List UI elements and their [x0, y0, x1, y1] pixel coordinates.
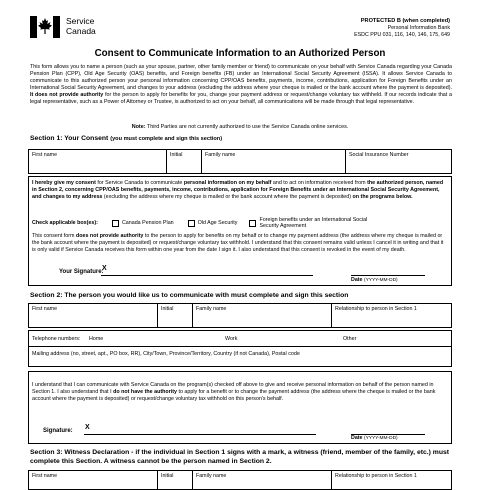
s2-signature-line[interactable] — [84, 434, 316, 435]
bank-label: Personal Information Bank — [387, 25, 450, 32]
dept-name-line1: Service — [66, 16, 95, 26]
cpp-checkbox[interactable]: Canada Pension Plan — [112, 220, 174, 227]
note: Note: Third Parties are not currently authorized to use the Service Canada online services. — [131, 124, 349, 130]
phone-home-field[interactable]: Home — [89, 336, 104, 342]
s2-date-label: Date (YYYY-MM-DD) — [351, 435, 398, 441]
protected-block — [354, 18, 450, 40]
mailing-address-field[interactable]: Mailing address (no, street, apt., PO box, RR), City/Town, Province/Territory, Country (if not Canada), Postal code — [32, 351, 300, 357]
intro-paragraph: This form allows you to name a person (such as your spouse, partner, other family member or friend) to communicate on your behalf with Service Canada regarding your Canada Pension Plan (CPP), Old Age Security (OAS) benefits, and Foreign benefits (FB) under an International Social Security Agreement (ISSA). It allows Service Canada to communicate to this authorized person your personal information concerning CPP/OAS benefits, payments, income, contributions, application for Foreign Benefits under an International Social Security Agreement, and changes to your address (excluding the address where your cheque is mailed or the bank account where the payment is deposited). It does not provide authority for the person to apply for benefits for you, change your payment address or request/change voluntary tax withheld. If our records indicate that a legal representative, such as a Power of Attorney or Trustee, is authorized to act on your behalf, all communications will be made through that legal representative. — [30, 64, 452, 105]
s3-first-name-field[interactable]: First name — [29, 471, 158, 489]
s2-signature-x: X — [85, 424, 90, 431]
section1-heading: Section 1: Your Consent (you must complete and sign this section) — [30, 135, 223, 142]
s1-family-name-field[interactable]: Family name — [202, 150, 346, 173]
s3-family-name-field[interactable]: Family name — [193, 471, 332, 489]
phone-other-field[interactable]: Other — [343, 336, 357, 342]
program-checkboxes — [32, 217, 448, 229]
check-label: Check applicable box(es): — [32, 219, 98, 226]
s2-first-name-field[interactable]: First name — [29, 304, 158, 327]
section2-heading: Section 2: The person you would like us to communicate with must complete and sign this section — [30, 292, 349, 299]
s2-relationship-field[interactable]: Relationship to person in Section 1 — [335, 306, 417, 312]
section1-name-row — [28, 149, 452, 174]
s3-relationship-field[interactable]: Relationship to person in Section 1 — [335, 473, 417, 479]
form-title: Consent to Communicate Information to an Authorized Person — [94, 48, 386, 59]
phone-label: Telephone numbers: — [32, 336, 81, 342]
service-canada-logo — [30, 16, 96, 38]
s1-initial-field[interactable]: Initial — [167, 150, 202, 173]
section2-understanding-box — [28, 371, 452, 444]
s3-initial-field[interactable]: Initial — [158, 471, 193, 489]
section2-name-row — [28, 303, 452, 328]
s2-family-name-field[interactable]: Family name — [193, 304, 332, 327]
section3-heading: Section 3: Witness Declaration - if the individual in Section 1 signs with a mark, a witness (friend, member of the family, etc.) must complete this Section. A witness cannot be the person named in Section 2. — [30, 449, 450, 465]
section2-contact-box — [28, 330, 452, 367]
understanding-text: I understand that I can communicate with Service Canada on the program(s) checked off above to give and receive personal information on behalf of the person named in Section 1. I also understand that I do not have the authority to apply for a benefit or to change the payment address (the address where the cheque is mailed or the bank account where the payment is deposited) or request/change voluntary tax withhold on this person's behalf. — [32, 382, 436, 402]
s2-initial-field[interactable]: Initial — [158, 304, 193, 327]
s1-signature-label: Your Signature: — [59, 269, 104, 275]
bank-codes: ESDC PPU 031, 116, 140, 146, 175, 649 — [354, 32, 450, 39]
s1-date-label: Date (YYYY-MM-DD) — [351, 277, 398, 283]
s1-sin-field[interactable]: Social Insurance Number — [349, 152, 409, 158]
phone-work-field[interactable]: Work — [225, 336, 238, 342]
authority-text: This consent form does not provide authority to the person to apply for benefits on my behalf or to change my payment address (the address where my cheque is mailed or the bank account where the payment is deposited) or request/change voluntary tax withhold. I understand that this consent remains valid unless I cancel it in writing and that it is only valid if Service Canada receives this form within one year from the date I sign it. I also understand that this consent is revoked in the event of my death. — [32, 233, 444, 253]
protected-label: PROTECTED B (when completed) — [360, 18, 450, 24]
section1-consent-box — [28, 176, 452, 286]
consent-text: I hereby give my consent for Service Canada to communicate personal information on my behalf and to act on information received from the authorized person, named in Section 2, concerning CPP/OAS benefits, payments, income, contributions, application for Foreign Benefits under an International Social Security Agreement, and changes to my address (excluding the address where my cheque is mailed or the bank account where the payment is deposited) on the programs below. — [32, 180, 444, 200]
fb-checkbox[interactable]: Foreign benefits under an International Social Security Agreement — [249, 217, 377, 229]
section3-name-row — [28, 470, 452, 490]
dept-name-line2: Canada — [66, 26, 96, 36]
s1-first-name-field[interactable]: First name — [29, 150, 167, 173]
s1-signature-line[interactable] — [101, 275, 313, 276]
s2-signature-label: Signature: — [43, 428, 73, 434]
s1-signature-x: X — [102, 265, 107, 272]
canada-flag-icon — [30, 16, 60, 38]
s1-date-line[interactable] — [351, 275, 425, 276]
oas-checkbox[interactable]: Old Age Security — [188, 220, 238, 227]
